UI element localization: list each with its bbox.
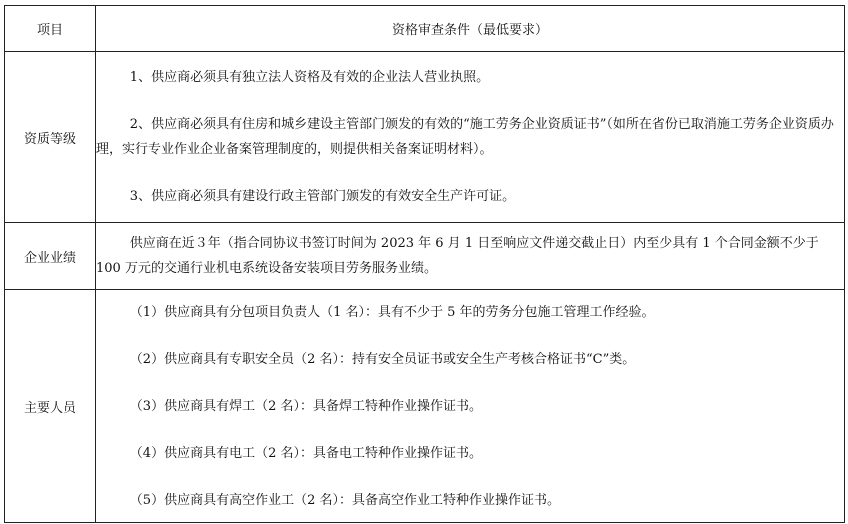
header-item: 项目 [5,6,96,52]
personnel-item-5: （5）供应商具有高空作业工（2 名）：具备高空作业工特种作业操作证书。 [129,492,560,508]
personnel-item-4: （4）供应商具有电工（2 名）：具备电工特种作业操作证书。 [129,445,482,461]
personnel-item-2: （2）供应商具有专职安全员（2 名）：持有安全员证书或安全生产考核合格证书“C”类。 [129,351,636,367]
qualification-table [4,5,845,523]
performance-item-1: 供应商在近３年（指合同协议书签订时间为 2023 年 6 月 1 日至响应文件递交截止日）内至少具有 1 个合同金额不少于 100 万元的交通行业机电系统设备安装项目劳务服务业绩。 [96,236,819,276]
table-row [5,290,845,523]
row-label-personnel: 主要人员 [5,290,96,523]
row-content-performance [96,223,845,290]
row-content-qualification [96,52,845,223]
qualification-item-2: 2、供应商必须具有住房和城乡建设主管部门颁发的有效的“施工劳务企业资质证书”（如所在省份已取消施工劳务企业资质办理，实行专业作业企业备案管理制度的，则提供相关备案证明材料）。 [96,117,834,157]
table-row [5,223,845,290]
row-content-personnel [96,290,845,523]
personnel-item-1: （1）供应商具有分包项目负责人（1 名）：具有不少于 5 年的劳务分包施工管理工作经验。 [129,304,655,320]
header-row [5,6,845,52]
personnel-item-3: （3）供应商具有焊工（2 名）：具备焊工特种作业操作证书。 [129,398,482,414]
table-row [5,52,845,223]
row-label-performance: 企业业绩 [5,223,96,290]
qualification-item-3: 3、供应商必须具有建设行政主管部门颁发的有效安全生产许可证。 [129,189,516,204]
row-label-qualification: 资质等级 [5,52,96,223]
qualification-item-1: 1、供应商必须具有独立法人资格及有效的企业法人营业执照。 [129,70,490,85]
header-conditions: 资格审查条件（最低要求） [96,6,845,52]
